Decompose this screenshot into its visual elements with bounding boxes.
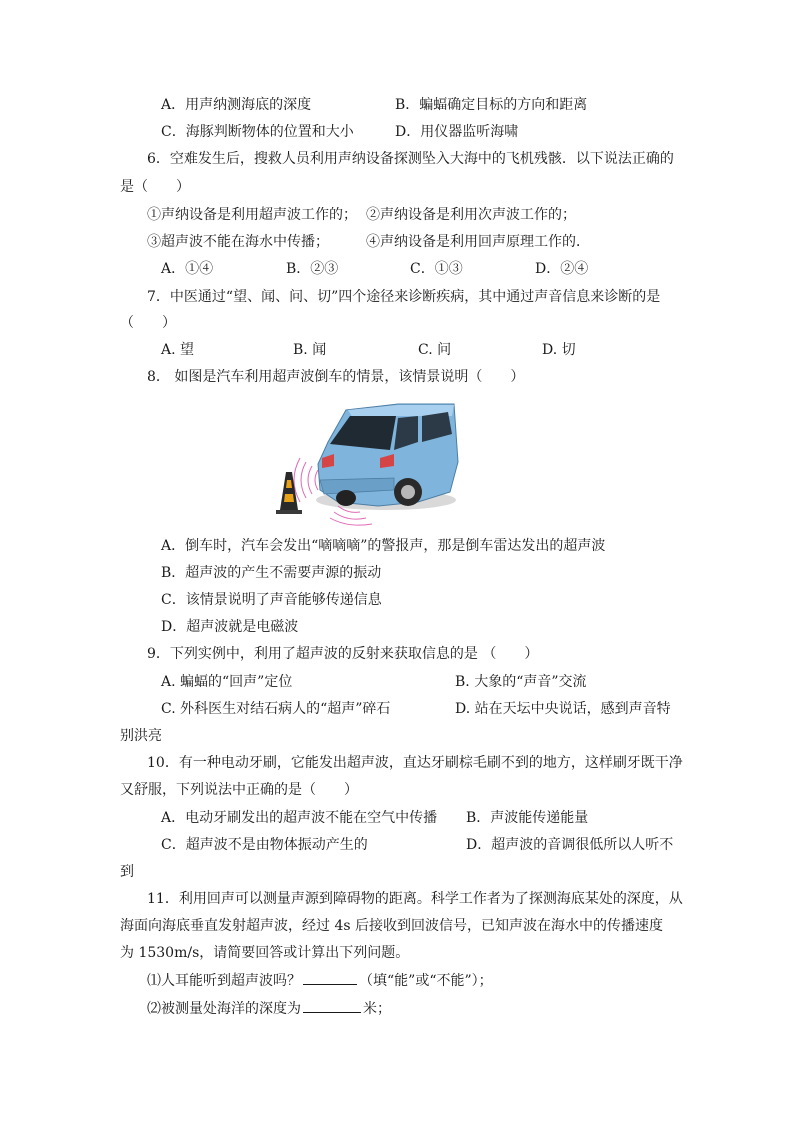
q8-option-a: A．倒车时，汽车会发出“嘀嘀嘀”的警报声，那是倒车雷达发出的超声波 bbox=[161, 538, 606, 554]
q7-stem-line2: （ ） bbox=[120, 315, 176, 331]
wave-arc-1 bbox=[315, 470, 318, 490]
q5-option-a: A．用声纳测海底的深度 bbox=[161, 97, 312, 113]
q11-stem-line3: 为 1530m/s，请简要回答或计算出下列问题。 bbox=[120, 945, 410, 961]
q6-option-a: A．①④ bbox=[161, 261, 214, 277]
q10-option-c: C．超声波不是由物体振动产生的 bbox=[161, 837, 368, 853]
q7-stem-line1: 7．中医通过“望、闻、问、切”四个途径来诊断疾病，其中通过声音信息来诊断的是 bbox=[147, 289, 661, 305]
reversing-car-ultrasound-figure bbox=[268, 402, 460, 528]
q11-part-1-blank[interactable] bbox=[303, 970, 357, 985]
q8-option-d: D．超声波就是电磁波 bbox=[161, 619, 299, 635]
q9-option-d-line2: 别洪亮 bbox=[120, 728, 162, 744]
q9-option-c: C. 外科医生对结石病人的“超声”碎石 bbox=[161, 701, 391, 717]
wave-arc-6 bbox=[334, 512, 366, 519]
q10-option-d-line1: D．超声波的音调很低所以人听不 bbox=[466, 837, 674, 853]
q10-option-b: B．声波能传递能量 bbox=[466, 810, 589, 826]
q10-option-d-line2: 到 bbox=[120, 864, 134, 880]
q11-stem-line2: 海面向海底垂直发射超声波，经过 4s 后接收到回波信号，已知声波在海水中的传播速度 bbox=[120, 918, 663, 934]
q11-part-1-hint: （填“能”或“不能”）； bbox=[359, 973, 493, 989]
wheel-hub bbox=[401, 485, 415, 499]
rear-left-wheel bbox=[336, 490, 356, 506]
cone-base bbox=[276, 510, 302, 514]
q8-stem: 8． 如图是汽车利用超声波倒车的情景，该情景说明（ ） bbox=[147, 369, 525, 385]
wave-arc-2 bbox=[308, 466, 312, 494]
q10-stem-line1: 10．有一种电动牙刷，它能发出超声波，直达牙刷棕毛刷不到的地方，这样刷牙既干净 bbox=[147, 755, 683, 771]
q8-option-c: C．该情景说明了声音能够传递信息 bbox=[161, 592, 382, 608]
q9-stem: 9．下列实例中，利用了超声波的反射来获取信息的是 （ ） bbox=[147, 646, 539, 662]
q9-option-b: B. 大象的“声音”交流 bbox=[455, 674, 587, 690]
cone-stripe-1 bbox=[284, 494, 294, 502]
q10-stem-line2: 又舒服，下列说法中正确的是（ ） bbox=[120, 782, 358, 798]
q5-option-b: B．蝙蝠确定目标的方向和距离 bbox=[395, 97, 588, 113]
q9-option-a: A. 蝙蝠的“回声”定位 bbox=[161, 674, 293, 690]
q11-part-1-text: ⑴人耳能听到超声波吗？ bbox=[147, 973, 301, 989]
cone-stripe-2 bbox=[286, 480, 292, 488]
q6-option-d: D．②④ bbox=[535, 261, 589, 277]
q5-option-c: C．海豚判断物体的位置和大小 bbox=[161, 124, 354, 140]
q11-part-2-text: ⑵被测量处海洋的深度为 bbox=[147, 1001, 301, 1017]
q6-statement-2: ②声纳设备是利用次声波工作的； bbox=[366, 207, 576, 223]
traffic-cone-icon bbox=[276, 472, 302, 514]
wave-arc-3 bbox=[301, 462, 306, 498]
q6-option-c: C．①③ bbox=[410, 261, 463, 277]
q6-stem-line1: 6．空难发生后，搜救人员利用声纳设备探测坠入大海中的飞机残骸．以下说法正确的 bbox=[147, 151, 674, 167]
q10-option-a: A．电动牙刷发出的超声波不能在空气中传播 bbox=[161, 810, 438, 826]
q11-part-2-unit: 米； bbox=[363, 1001, 391, 1017]
q7-option-d: D. 切 bbox=[542, 342, 576, 358]
q6-stem-line2: 是（ ） bbox=[120, 179, 190, 195]
q8-option-b: B．超声波的产生不需要声源的振动 bbox=[161, 565, 382, 581]
q6-statement-4: ④声纳设备是利用回声原理工作的． bbox=[366, 234, 590, 250]
q11-part-2 bbox=[147, 998, 391, 1019]
q6-statement-1: ①声纳设备是利用超声波工作的； bbox=[147, 207, 357, 223]
q5-option-d: D．用仪器监听海啸 bbox=[395, 124, 519, 140]
q6-option-b: B．②③ bbox=[286, 261, 339, 277]
q11-part-1 bbox=[147, 970, 493, 991]
q6-statement-3: ③超声波不能在海水中传播； bbox=[147, 234, 329, 250]
q7-option-b: B. 闻 bbox=[293, 342, 327, 358]
q7-option-c: C. 问 bbox=[418, 342, 452, 358]
q11-stem-line1: 11．利用回声可以测量声源到障碍物的距离。科学工作者为了探测海底某处的深度，从 bbox=[147, 891, 683, 907]
q7-option-a: A. 望 bbox=[161, 342, 195, 358]
q9-option-d-line1: D. 站在天坛中央说话，感到声音特 bbox=[455, 701, 671, 717]
q11-part-2-blank[interactable] bbox=[303, 998, 361, 1013]
